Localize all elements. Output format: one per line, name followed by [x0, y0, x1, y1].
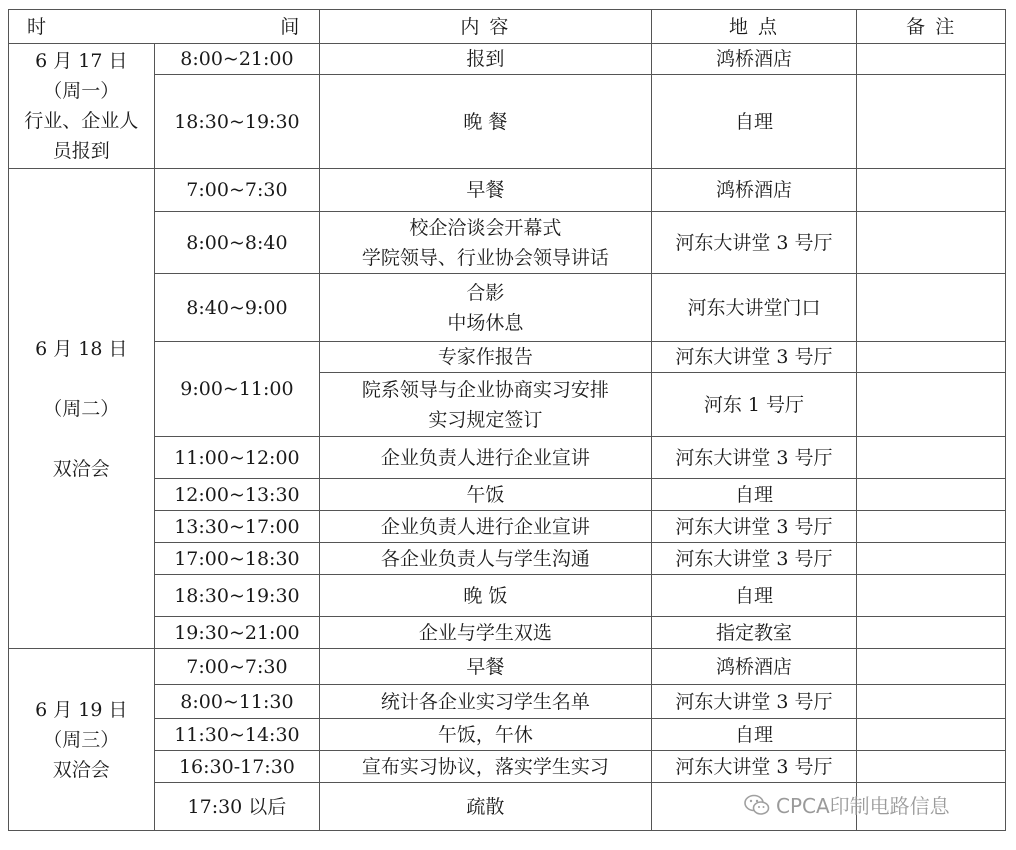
day-label: 员报到 — [52, 140, 110, 162]
watermark — [744, 790, 950, 819]
content-cell — [320, 274, 651, 342]
note-cell — [857, 212, 1006, 274]
header-note: 备 注 — [857, 10, 1006, 44]
place-cell: 自理 — [651, 75, 857, 169]
table-row — [9, 75, 1006, 169]
table-row — [9, 649, 1006, 685]
note-cell — [857, 543, 1006, 575]
note-cell — [857, 751, 1006, 783]
note-cell — [857, 479, 1006, 511]
place-cell: 河东大讲堂 3 号厅 — [651, 543, 857, 575]
table-row — [9, 751, 1006, 783]
content-cell: 早餐 — [320, 169, 651, 212]
place-cell: 河东大讲堂门口 — [651, 274, 857, 342]
day-weekday: （周一） — [43, 80, 120, 102]
note-cell — [857, 274, 1006, 342]
time-cell: 8:00~11:30 — [154, 685, 320, 719]
time-cell: 13:30~17:00 — [154, 511, 320, 543]
time-cell: 8:40~9:00 — [154, 274, 320, 342]
time-cell: 8:00~21:00 — [154, 44, 320, 75]
table-row — [9, 719, 1006, 751]
time-cell: 7:00~7:30 — [154, 649, 320, 685]
note-cell — [857, 575, 1006, 617]
content-cell: 企业与学生双选 — [320, 617, 651, 649]
content-line: 中场休息 — [447, 311, 524, 334]
place-cell: 河东大讲堂 3 号厅 — [651, 511, 857, 543]
time-cell: 18:30~19:30 — [154, 575, 320, 617]
day-cell — [9, 44, 155, 169]
time-cell: 17:00~18:30 — [154, 543, 320, 575]
wechat-icon — [744, 794, 770, 816]
table-row — [9, 437, 1006, 479]
time-cell: 11:30~14:30 — [154, 719, 320, 751]
content-cell: 企业负责人进行企业宣讲 — [320, 511, 651, 543]
note-cell — [857, 719, 1006, 751]
time-cell: 12:00~13:30 — [154, 479, 320, 511]
time-cell: 8:00~8:40 — [154, 212, 320, 274]
table-row — [9, 169, 1006, 212]
day-date: 6 月 17 日 — [35, 50, 128, 72]
place-cell: 自理 — [651, 479, 857, 511]
table-row — [9, 617, 1006, 649]
day-date: 6 月 18 日 — [35, 337, 128, 360]
table-row — [9, 44, 1006, 75]
place-cell: 鸿桥酒店 — [651, 169, 857, 212]
content-line: 合影 — [466, 281, 505, 304]
content-cell: 午饭，午休 — [320, 719, 651, 751]
table-row — [9, 274, 1006, 342]
place-cell: 自理 — [651, 719, 857, 751]
place-cell: 河东大讲堂 3 号厅 — [651, 437, 857, 479]
place-cell: 指定教室 — [651, 617, 857, 649]
watermark-text: CPCA印制电路信息 — [776, 794, 950, 818]
day-label: 双洽会 — [52, 758, 110, 781]
table-row — [9, 479, 1006, 511]
content-cell: 早餐 — [320, 649, 651, 685]
content-cell: 晚 饭 — [320, 575, 651, 617]
place-cell: 河东大讲堂 3 号厅 — [651, 685, 857, 719]
header-content: 内 容 — [320, 10, 651, 44]
content-line: 学院领导、行业协会领导讲话 — [361, 246, 609, 269]
day-cell — [9, 649, 155, 831]
table-row — [9, 685, 1006, 719]
place-cell: 鸿桥酒店 — [651, 44, 857, 75]
content-cell: 企业负责人进行企业宣讲 — [320, 437, 651, 479]
time-cell: 16:30-17:30 — [154, 751, 320, 783]
content-line: 院系领导与企业协商实习安排 — [361, 378, 609, 401]
time-cell: 19:30~21:00 — [154, 617, 320, 649]
note-cell — [857, 685, 1006, 719]
place-cell: 自理 — [651, 575, 857, 617]
day-label: 行业、企业人 — [24, 110, 139, 132]
place-cell: 河东大讲堂 3 号厅 — [651, 342, 857, 373]
content-cell: 宣布实习协议，落实学生实习 — [320, 751, 651, 783]
time-cell: 17:30 以后 — [154, 783, 320, 831]
header-time: 时 间 — [9, 10, 320, 44]
time-cell: 9:00~11:00 — [154, 342, 320, 437]
note-cell — [857, 511, 1006, 543]
table-row — [9, 511, 1006, 543]
content-cell: 报到 — [320, 44, 651, 75]
note-cell — [857, 169, 1006, 212]
table-row — [9, 342, 1006, 373]
note-cell — [857, 44, 1006, 75]
note-cell — [857, 342, 1006, 373]
place-cell: 河东 1 号厅 — [651, 373, 857, 437]
time-cell: 11:00~12:00 — [154, 437, 320, 479]
content-line: 实习规定签订 — [428, 408, 543, 431]
table-row — [9, 575, 1006, 617]
time-cell: 18:30~19:30 — [154, 75, 320, 169]
content-cell: 午饭 — [320, 479, 651, 511]
content-cell: 专家作报告 — [320, 342, 651, 373]
content-cell: 各企业负责人与学生沟通 — [320, 543, 651, 575]
note-cell — [857, 437, 1006, 479]
day-weekday: （周二） — [43, 397, 120, 420]
place-cell: 河东大讲堂 3 号厅 — [651, 751, 857, 783]
day-weekday: （周三） — [43, 728, 120, 751]
content-cell: 晚 餐 — [320, 75, 651, 169]
note-cell — [857, 373, 1006, 437]
header-place: 地 点 — [651, 10, 857, 44]
content-cell — [320, 373, 651, 437]
content-cell — [320, 212, 651, 274]
note-cell — [857, 75, 1006, 169]
place-cell: 鸿桥酒店 — [651, 649, 857, 685]
time-cell: 7:00~7:30 — [154, 169, 320, 212]
schedule-table — [8, 9, 1006, 831]
day-cell — [9, 169, 155, 649]
content-cell: 疏散 — [320, 783, 651, 831]
table-row — [9, 543, 1006, 575]
day-label: 双洽会 — [52, 457, 110, 480]
note-cell — [857, 649, 1006, 685]
day-date: 6 月 19 日 — [35, 698, 128, 721]
content-cell: 统计各企业实习学生名单 — [320, 685, 651, 719]
header-row — [9, 10, 1006, 44]
place-cell: 河东大讲堂 3 号厅 — [651, 212, 857, 274]
note-cell — [857, 617, 1006, 649]
content-line: 校企洽谈会开幕式 — [409, 216, 562, 239]
table-row — [9, 212, 1006, 274]
